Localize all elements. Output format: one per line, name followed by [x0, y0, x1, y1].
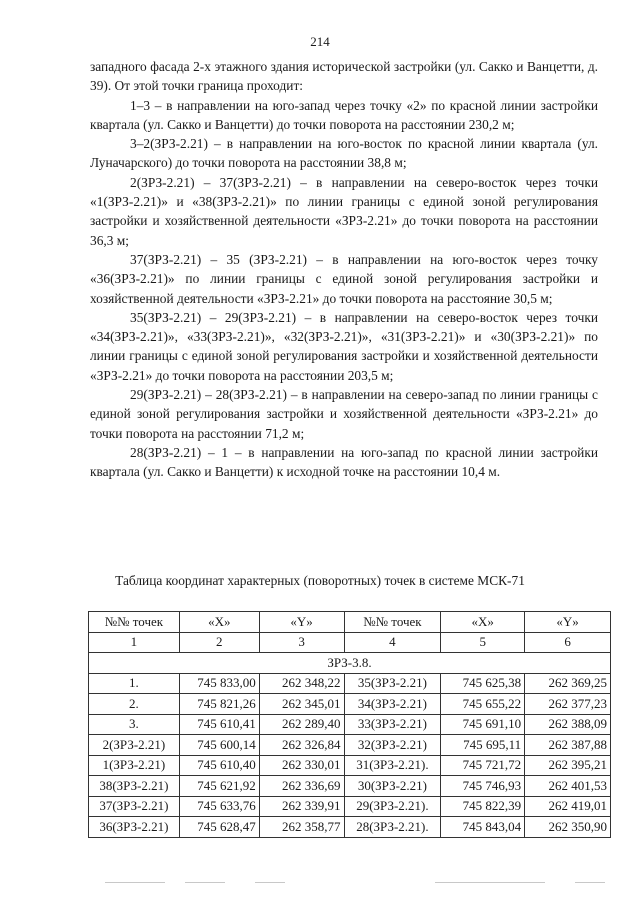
point-number-cell: 30(ЗРЗ-2.21) [344, 776, 441, 797]
paragraph-intro: западного фасада 2-х этажного здания исторической застройки (ул. Сакко и Ванцетти, д. 39). От этой точки граница проходит: [90, 59, 598, 94]
x-coordinate-cell: 745 691,10 [441, 714, 525, 735]
scan-artifact-marks [105, 880, 605, 886]
x-coordinate-cell: 745 822,39 [441, 796, 525, 817]
point-number-cell: 28(ЗРЗ-2.21). [344, 817, 441, 838]
paragraph-segment-29-28: 29(ЗРЗ-2.21) – 28(ЗРЗ-2.21) – в направлении на северо-запад по линии границы с единой зоной регулирования застройки и хозяйственной деятельности «ЗРЗ-2.21» до точки поворота на расстоянии 71,2 м; [90, 387, 598, 441]
column-number: 2 [179, 632, 259, 653]
y-coordinate-cell: 262 401,53 [525, 776, 611, 797]
y-coordinate-cell: 262 388,09 [525, 714, 611, 735]
x-coordinate-cell: 745 600,14 [179, 735, 259, 756]
x-coordinate-cell: 745 625,38 [441, 673, 525, 694]
section-label: ЗРЗ-3.8. [89, 653, 611, 674]
x-coordinate-cell: 745 610,40 [179, 755, 259, 776]
table-row [89, 714, 611, 735]
header-y: «Y» [525, 612, 611, 633]
y-coordinate-cell: 262 387,88 [525, 735, 611, 756]
x-coordinate-cell: 745 610,41 [179, 714, 259, 735]
point-number-cell: 3. [89, 714, 180, 735]
paragraph-segment-35-29: 35(ЗРЗ-2.21) – 29(ЗРЗ-2.21) – в направлении на северо-восток через точки «34(ЗРЗ-2.21)», «33(ЗРЗ-2.21)», «32(ЗРЗ-2.21)», «31(ЗРЗ-2.21)» и «30(ЗРЗ-2.21)» по линии границы с единой зоной регулирования застройки и хозяйственной деятельности «ЗРЗ-2.21» до точки поворота на расстоянии 203,5 м; [90, 309, 598, 383]
paragraph-segment-2-37: 2(ЗРЗ-2.21) – 37(ЗРЗ-2.21) – в направлении на северо-восток через точки «1(ЗРЗ-2.21)» и «38(ЗРЗ-2.21)» по линии границы с единой зоной регулирования застройки и хозяйственной деятельности «ЗРЗ-2.21» до точки поворота на расстоянии 36,3 м; [90, 174, 598, 248]
table-row [89, 776, 611, 797]
point-number-cell: 1(ЗРЗ-2.21) [89, 755, 180, 776]
point-number-cell: 2(ЗРЗ-2.21) [89, 735, 180, 756]
point-number-cell: 32(ЗРЗ-2.21) [344, 735, 441, 756]
table-row [89, 694, 611, 715]
point-number-cell: 31(ЗРЗ-2.21). [344, 755, 441, 776]
header-x: «X» [179, 612, 259, 633]
y-coordinate-cell: 262 369,25 [525, 673, 611, 694]
x-coordinate-cell: 745 695,11 [441, 735, 525, 756]
y-coordinate-cell: 262 419,01 [525, 796, 611, 817]
y-coordinate-cell: 262 326,84 [259, 735, 344, 756]
point-number-cell: 29(ЗРЗ-2.21). [344, 796, 441, 817]
table-row [89, 673, 611, 694]
point-number-cell: 38(ЗРЗ-2.21) [89, 776, 180, 797]
paragraph-segment-37-35: 37(ЗРЗ-2.21) – 35 (ЗРЗ-2.21) – в направлении на юго-восток через точку «36(ЗРЗ-2.21)» по линии границы с единой зоной регулирования застройки и хозяйственной деятельности «ЗРЗ-2.21» до точки поворота на расстояние 30,5 м; [90, 251, 598, 306]
paragraph-segment-28-1: 28(ЗРЗ-2.21) – 1 – в направлении на юго-запад по красной линии застройки квартала (ул. Сакко и Ванцетти) к исходной точке на расстоянии 10,4 м. [90, 444, 598, 480]
x-coordinate-cell: 745 843,04 [441, 817, 525, 838]
y-coordinate-cell: 262 377,23 [525, 694, 611, 715]
header-x: «X» [441, 612, 525, 633]
x-coordinate-cell: 745 833,00 [179, 673, 259, 694]
y-coordinate-cell: 262 339,91 [259, 796, 344, 817]
page-number: 214 [310, 34, 330, 49]
table-row [89, 735, 611, 756]
body-text [90, 57, 598, 482]
y-coordinate-cell: 262 348,22 [259, 673, 344, 694]
table-row [89, 755, 611, 776]
header-y: «Y» [259, 612, 344, 633]
x-coordinate-cell: 745 655,22 [441, 694, 525, 715]
column-number: 4 [344, 632, 441, 653]
y-coordinate-cell: 262 330,01 [259, 755, 344, 776]
table-row [89, 817, 611, 838]
x-coordinate-cell: 745 721,72 [441, 755, 525, 776]
x-coordinate-cell: 745 621,92 [179, 776, 259, 797]
point-number-cell: 2. [89, 694, 180, 715]
column-number: 3 [259, 632, 344, 653]
y-coordinate-cell: 262 345,01 [259, 694, 344, 715]
header-point-number: №№ точек [89, 612, 180, 633]
y-coordinate-cell: 262 350,90 [525, 817, 611, 838]
table-header-row [89, 612, 611, 633]
paragraph-segment-1-3: 1–3 – в направлении на юго-запад через точку «2» по красной линии застройки квартала (ул. Сакко и Ванцетти) до точки поворота на расстоянии 230,2 м; [90, 97, 598, 132]
point-number-cell: 35(ЗРЗ-2.21) [344, 673, 441, 694]
x-coordinate-cell: 745 746,93 [441, 776, 525, 797]
table-caption: Таблица координат характерных (поворотных) точек в системе МСК-71 [115, 573, 525, 588]
x-coordinate-cell: 745 821,26 [179, 694, 259, 715]
x-coordinate-cell: 745 633,76 [179, 796, 259, 817]
y-coordinate-cell: 262 336,69 [259, 776, 344, 797]
paragraph-segment-3-2: 3–2(ЗРЗ-2.21) – в направлении на юго-восток по красной линии квартала (ул. Луначарского) до точки поворота на расстоянии 38,8 м; [90, 136, 598, 171]
column-number: 1 [89, 632, 180, 653]
point-number-cell: 36(ЗРЗ-2.21) [89, 817, 180, 838]
section-row [89, 653, 611, 674]
column-number: 6 [525, 632, 611, 653]
point-number-cell: 1. [89, 673, 180, 694]
y-coordinate-cell: 262 358,77 [259, 817, 344, 838]
point-number-cell: 33(ЗРЗ-2.21) [344, 714, 441, 735]
coordinates-table [88, 611, 611, 838]
y-coordinate-cell: 262 395,21 [525, 755, 611, 776]
x-coordinate-cell: 745 628,47 [179, 817, 259, 838]
table-row [89, 796, 611, 817]
header-point-number: №№ точек [344, 612, 441, 633]
column-numbers-row [89, 632, 611, 653]
point-number-cell: 37(ЗРЗ-2.21) [89, 796, 180, 817]
y-coordinate-cell: 262 289,40 [259, 714, 344, 735]
point-number-cell: 34(ЗРЗ-2.21) [344, 694, 441, 715]
column-number: 5 [441, 632, 525, 653]
